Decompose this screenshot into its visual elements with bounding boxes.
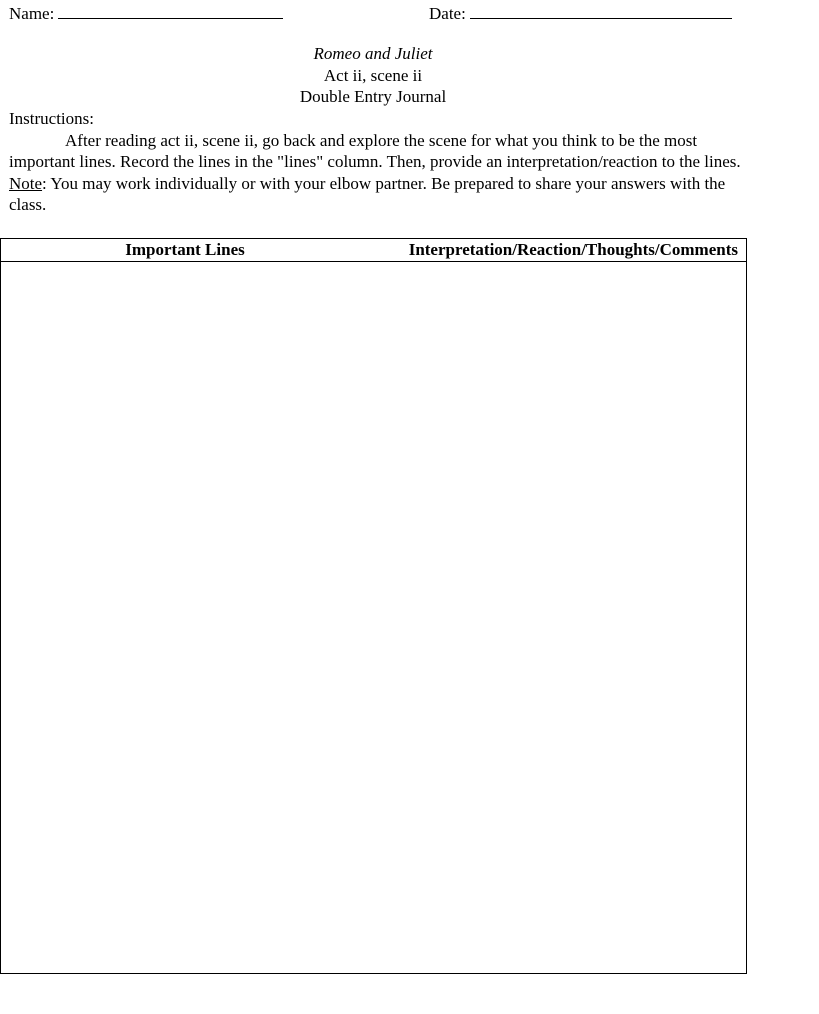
note-label: Note: [9, 173, 43, 193]
instructions-heading: Instructions:: [9, 109, 94, 128]
name-label: Name:: [9, 4, 55, 23]
table-body[interactable]: [1, 262, 746, 973]
column-header-important-lines: Important Lines: [125, 240, 245, 259]
scene-title: Act ii, scene ii: [323, 65, 423, 85]
column-header-interpretation: Interpretation/Reaction/Thoughts/Comments: [408, 240, 738, 259]
instructions-body: [9, 130, 749, 216]
journal-table: [0, 238, 747, 974]
instructions-part1: After reading act ii, scene ii, go back and explore the scene for what you think to be the most important lines. Record the lines in the "lines" column. Then, provide an interpretation/reaction to the lines.: [9, 130, 741, 171]
date-blank-line[interactable]: [470, 1, 732, 19]
date-label: Date:: [429, 4, 466, 23]
date-field: [429, 1, 732, 25]
work-title: Romeo and Juliet: [313, 44, 433, 63]
journal-subtitle: Double Entry Journal: [299, 87, 447, 106]
table-header: [1, 239, 746, 262]
instructions: [9, 108, 749, 216]
instructions-part2: : You may work individually or with your elbow partner. Be prepared to share your answers with the class.: [9, 173, 726, 214]
name-field: [9, 1, 283, 25]
title-block: [0, 43, 746, 108]
header-fields: [9, 1, 749, 23]
name-blank-line[interactable]: [58, 1, 283, 19]
